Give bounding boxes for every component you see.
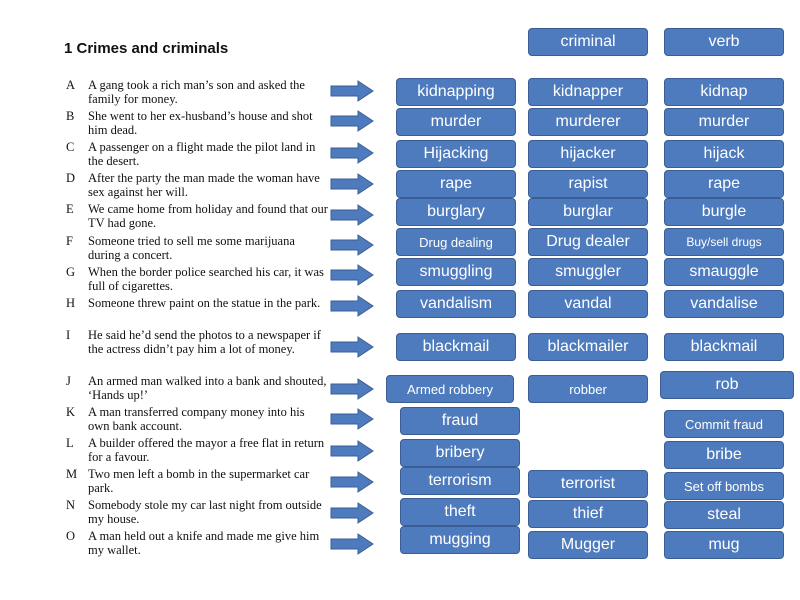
right-arrow-icon <box>330 502 374 524</box>
criminal-box: Drug dealer <box>528 228 648 256</box>
crime-box: kidnapping <box>396 78 516 106</box>
criminal-box: terrorist <box>528 470 648 498</box>
item-text: A man held out a knife and made me give him my wallet. <box>88 529 320 557</box>
crime-box: burglary <box>396 198 516 226</box>
item-letter: F <box>66 234 73 248</box>
crime-box: smuggling <box>396 258 516 286</box>
item-text: She went to her ex-husband’s house and shot him dead. <box>88 109 313 137</box>
item-text: When the border police searched his car, it was full of cigarettes. <box>88 265 324 293</box>
verb-box: murder <box>664 108 784 136</box>
criminal-box: kidnapper <box>528 78 648 106</box>
criminal-box: vandal <box>528 290 648 318</box>
item-letter: N <box>66 498 76 512</box>
item-letter: C <box>66 140 75 154</box>
right-arrow-icon <box>330 173 374 195</box>
right-arrow-icon <box>330 336 374 358</box>
right-arrow-icon <box>330 80 374 102</box>
criminal-box: thief <box>528 500 648 528</box>
verb-box: bribe <box>664 441 784 469</box>
item-letter: I <box>66 328 71 342</box>
item-text: Two men left a bomb in the supermarket car park. <box>88 467 310 495</box>
item-text: After the party the man made the woman have sex against her will. <box>88 171 320 199</box>
item-letter: E <box>66 202 74 216</box>
crime-box: mugging <box>400 526 520 554</box>
criminal-box: smuggler <box>528 258 648 286</box>
verb-box: rape <box>664 170 784 198</box>
crime-box: theft <box>400 498 520 526</box>
item-letter: M <box>66 467 78 481</box>
header-verb: verb <box>664 28 784 56</box>
right-arrow-icon <box>330 204 374 226</box>
criminal-box: burglar <box>528 198 648 226</box>
right-arrow-icon <box>330 440 374 462</box>
item-text: A builder offered the mayor a free flat in return for a favour. <box>88 436 325 464</box>
crime-box: terrorism <box>400 467 520 495</box>
verb-box: Buy/sell drugs <box>664 228 784 256</box>
right-arrow-icon <box>330 295 374 317</box>
verb-box: rob <box>660 371 794 399</box>
verb-box: blackmail <box>664 333 784 361</box>
crime-box: fraud <box>400 407 520 435</box>
item-letter: B <box>66 109 75 123</box>
right-arrow-icon <box>330 471 374 493</box>
verb-box: vandalise <box>664 290 784 318</box>
verb-box: smauggle <box>664 258 784 286</box>
item-text: Somebody stole my car last night from outside my house. <box>88 498 322 526</box>
item-text: An armed man walked into a bank and shouted, ‘Hands up!’ <box>88 374 327 402</box>
verb-box: kidnap <box>664 78 784 106</box>
verb-box: hijack <box>664 140 784 168</box>
right-arrow-icon <box>330 378 374 400</box>
criminal-box: Mugger <box>528 531 648 559</box>
verb-box: steal <box>664 501 784 529</box>
criminal-box: blackmailer <box>528 333 648 361</box>
verb-box: mug <box>664 531 784 559</box>
header-criminal: criminal <box>528 28 648 56</box>
right-arrow-icon <box>330 408 374 430</box>
right-arrow-icon <box>330 110 374 132</box>
item-text: Someone threw paint on the statue in the park. <box>88 296 321 310</box>
item-letter: O <box>66 529 76 543</box>
criminal-box: hijacker <box>528 140 648 168</box>
item-letter: G <box>66 265 76 279</box>
item-letter: L <box>66 436 74 450</box>
section-title: 1 Crimes and criminals <box>64 40 229 57</box>
right-arrow-icon <box>330 264 374 286</box>
item-text: We came home from holiday and found that our TV had gone. <box>88 202 328 230</box>
item-text: A gang took a rich man’s son and asked the family for money. <box>88 78 305 106</box>
verb-box: Set off bombs <box>664 472 784 500</box>
crime-box: bribery <box>400 439 520 467</box>
crime-box: murder <box>396 108 516 136</box>
crime-box: Armed robbery <box>386 375 514 403</box>
verb-box: Commit fraud <box>664 410 784 438</box>
verb-box: burgle <box>664 198 784 226</box>
crime-box: blackmail <box>396 333 516 361</box>
criminal-box: murderer <box>528 108 648 136</box>
crime-box: Drug dealing <box>396 228 516 256</box>
item-letter: H <box>66 296 76 310</box>
crime-box: rape <box>396 170 516 198</box>
item-text: Someone tried to sell me some marijuana during a concert. <box>88 234 295 262</box>
crime-box: vandalism <box>396 290 516 318</box>
item-letter: D <box>66 171 76 185</box>
criminal-box: rapist <box>528 170 648 198</box>
item-text: A man transferred company money into his own bank account. <box>88 405 305 433</box>
item-letter: J <box>66 374 71 388</box>
right-arrow-icon <box>330 234 374 256</box>
right-arrow-icon <box>330 142 374 164</box>
right-arrow-icon <box>330 533 374 555</box>
crime-box: Hijacking <box>396 140 516 168</box>
item-text: He said he’d send the photos to a newspaper if the actress didn’t pay him a lot of money. <box>88 328 321 356</box>
item-letter: A <box>66 78 76 92</box>
item-letter: K <box>66 405 76 419</box>
item-text: A passenger on a flight made the pilot land in the desert. <box>88 140 316 168</box>
criminal-box: robber <box>528 375 648 403</box>
